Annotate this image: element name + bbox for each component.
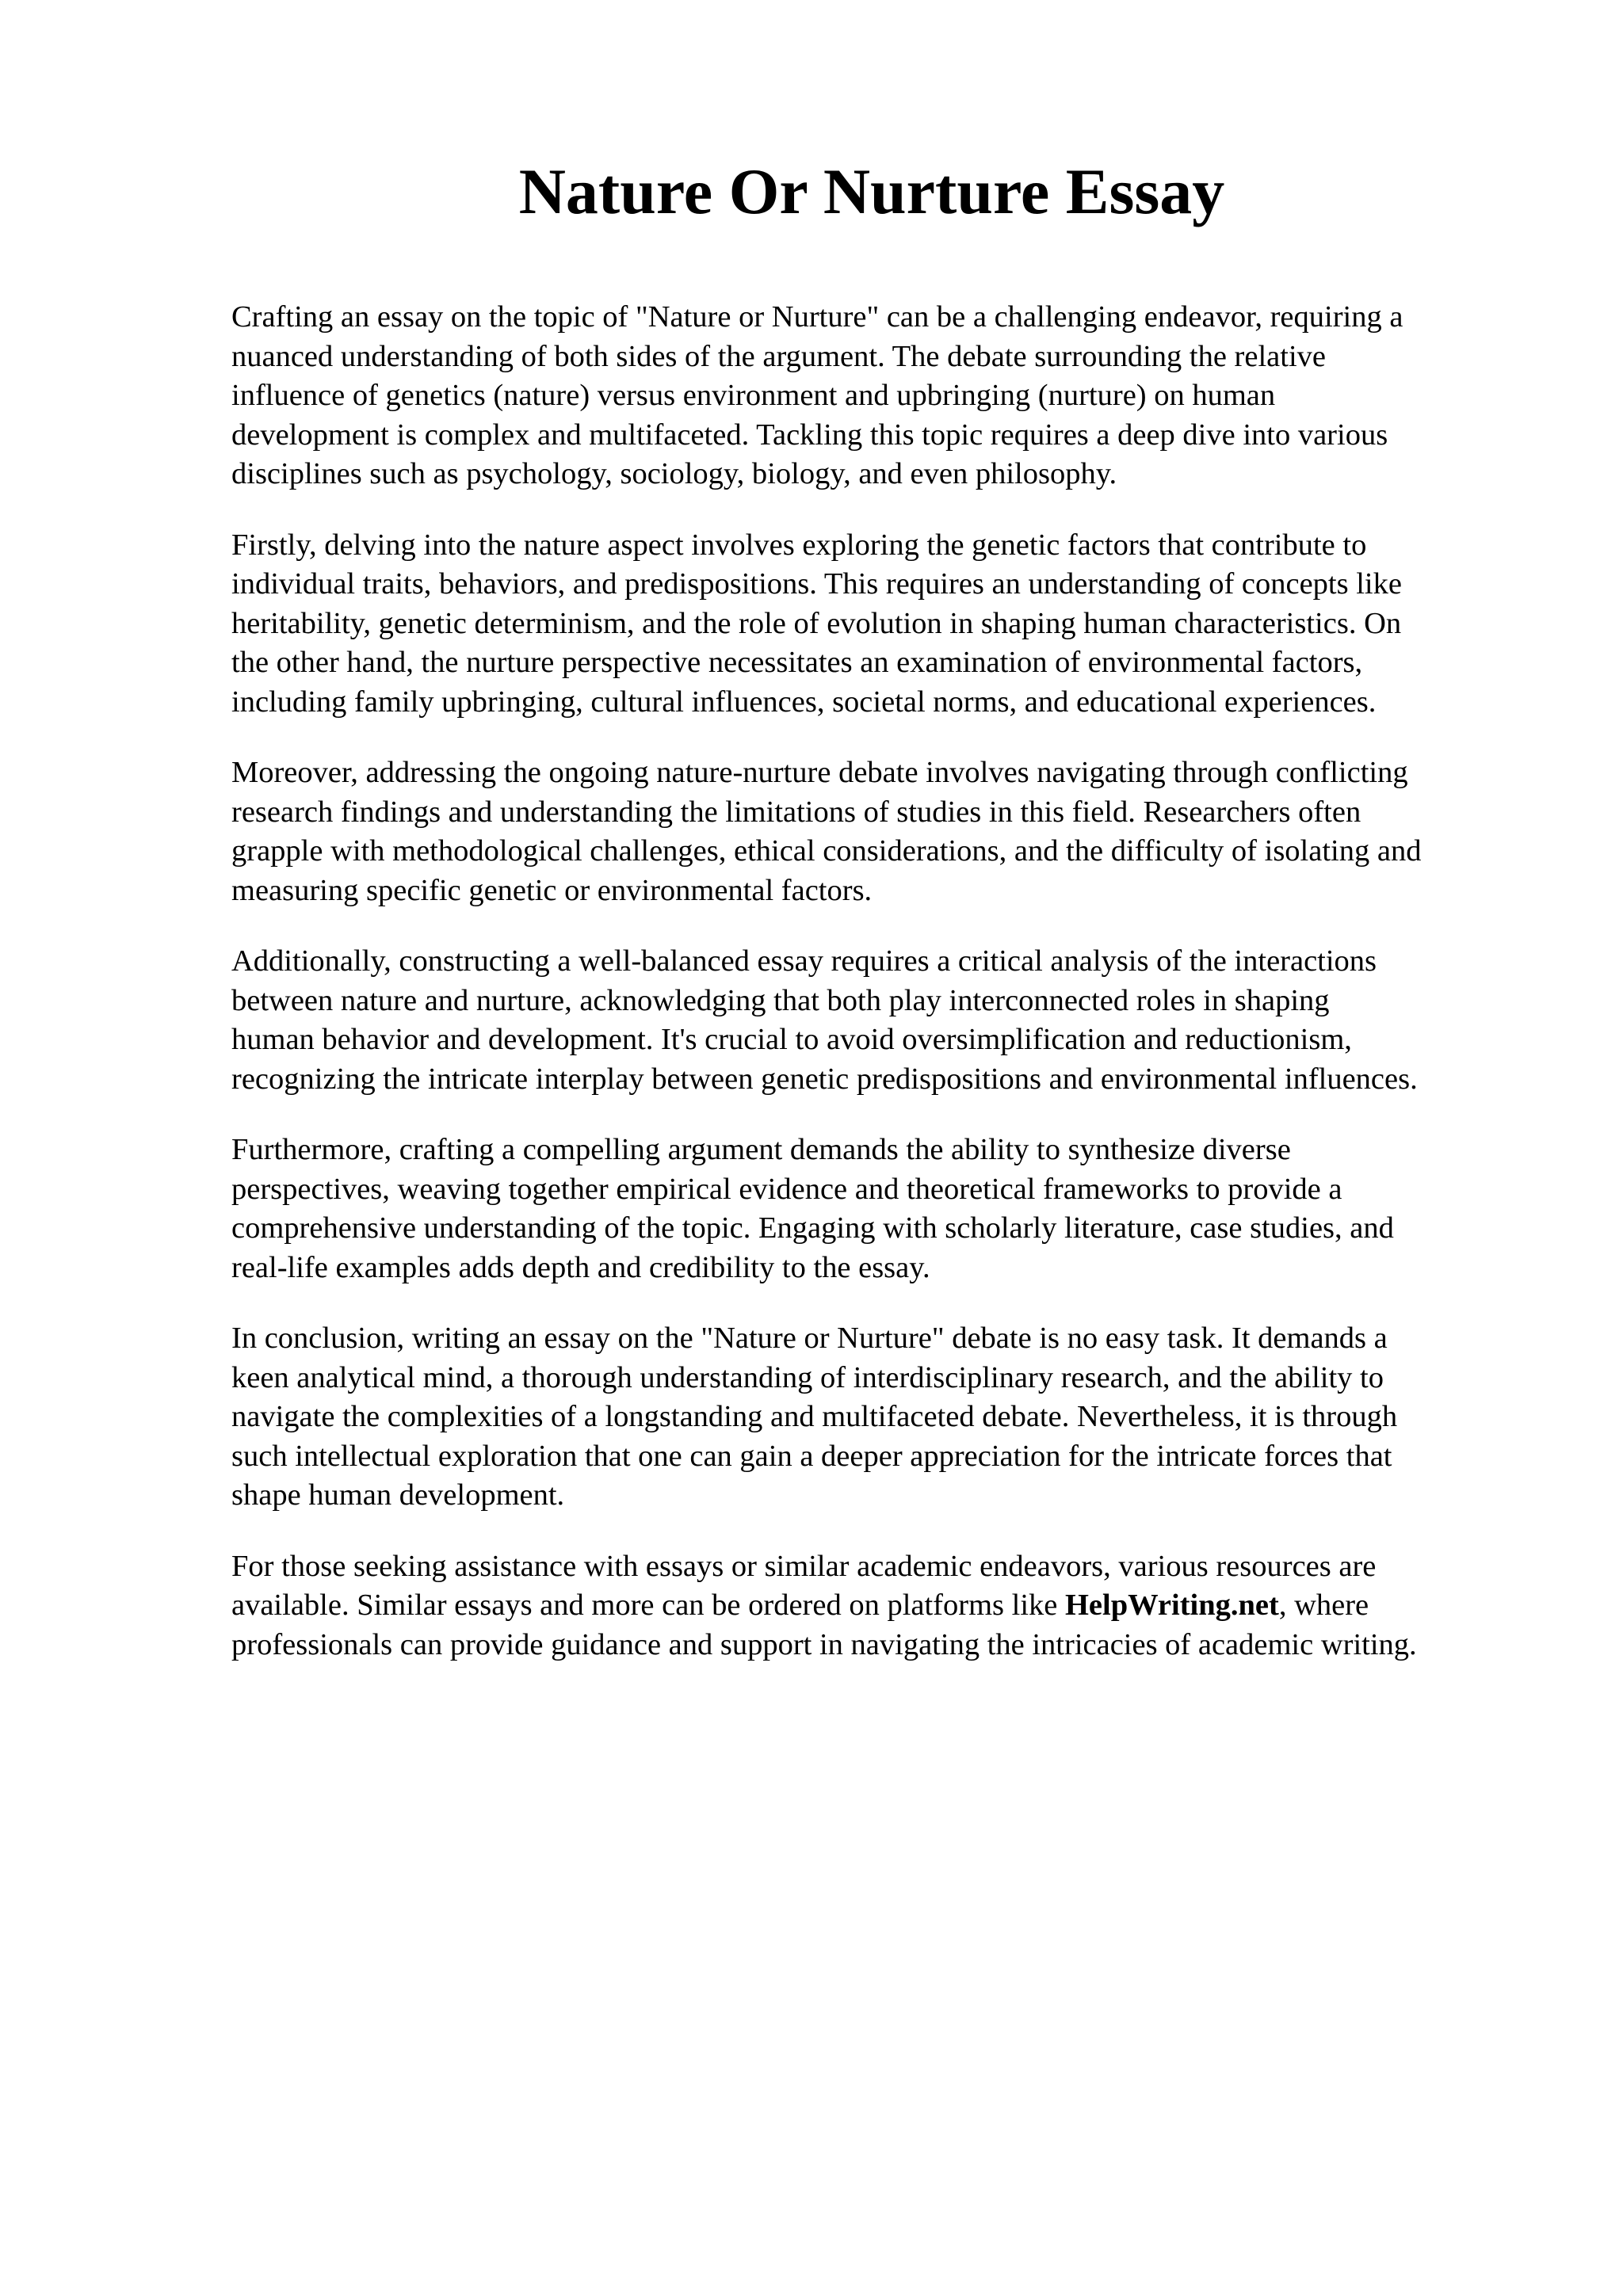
text-line: including family upbringing, cultural influences, societal norms, and educational experiences. bbox=[231, 685, 1377, 719]
text-line: development is complex and multifaceted. Tackling this topic requires a deep dive into various bbox=[231, 418, 1388, 452]
text-line: keen analytical mind, a thorough understanding of interdisciplinary research, and the ability to bbox=[231, 1360, 1384, 1394]
text-line: Additionally, constructing a well-balanced essay requires a critical analysis of the interactions bbox=[231, 944, 1377, 978]
paragraph-4 bbox=[231, 942, 1547, 1099]
text-line bbox=[231, 1586, 1547, 1626]
text-line: comprehensive understanding of the topic. Engaging with scholarly literature, case studies, and bbox=[231, 1211, 1394, 1245]
text-line: real-life examples adds depth and credibility to the essay. bbox=[231, 1250, 930, 1284]
paragraph-6 bbox=[231, 1319, 1547, 1516]
text-line: professionals can provide guidance and support in navigating the intricacies of academic writing. bbox=[231, 1627, 1417, 1661]
text-line: In conclusion, writing an essay on the "Nature or Nurture" debate is no easy task. It demands a bbox=[231, 1322, 1388, 1355]
text-line: disciplines such as psychology, sociology, biology, and even philosophy. bbox=[231, 457, 1117, 490]
text-line: research findings and understanding the limitations of studies in this field. Researchers often bbox=[231, 795, 1361, 829]
text-line: shape human development. bbox=[231, 1478, 565, 1512]
text-line: grapple with methodological challenges, ethical considerations, and the difficulty of isolating and bbox=[231, 834, 1422, 868]
paragraph-3 bbox=[231, 753, 1547, 910]
helpwriting-link[interactable]: HelpWriting.net bbox=[1064, 1589, 1279, 1622]
essay-body bbox=[231, 298, 1547, 1696]
text-line: influence of genetics (nature) versus environment and upbringing (nurture) on human bbox=[231, 379, 1276, 412]
text-line: recognizing the intricate interplay between genetic predispositions and environmental influences. bbox=[231, 1062, 1418, 1096]
text-line: Furthermore, crafting a compelling argument demands the ability to synthesize diverse bbox=[231, 1133, 1291, 1166]
text-line: such intellectual exploration that one can gain a deeper appreciation for the intricate forces that bbox=[231, 1439, 1392, 1473]
text-line: Firstly, delving into the nature aspect involves exploring the genetic factors that contribute to bbox=[231, 528, 1367, 562]
paragraph-5 bbox=[231, 1131, 1547, 1287]
text-segment: available. Similar essays and more can be ordered on platforms like bbox=[231, 1589, 1065, 1622]
text-line: human behavior and development. It's crucial to avoid oversimplification and reductionism, bbox=[231, 1023, 1352, 1056]
text-line: nuanced understanding of both sides of the argument. The debate surrounding the relative bbox=[231, 339, 1326, 373]
text-line: navigate the complexities of a longstanding and multifaceted debate. Nevertheless, it is through bbox=[231, 1400, 1398, 1433]
text-line: perspectives, weaving together empirical evidence and theoretical frameworks to provide a bbox=[231, 1172, 1342, 1206]
text-line: Crafting an essay on the topic of "Nature or Nurture" can be a challenging endeavor, requiring a bbox=[231, 300, 1403, 334]
text-line: Moreover, addressing the ongoing nature-nurture debate involves navigating through conflicting bbox=[231, 756, 1408, 789]
paragraph-1 bbox=[231, 298, 1547, 494]
text-line: heritability, genetic determinism, and the role of evolution in shaping human characteristics. On bbox=[231, 606, 1402, 640]
text-line: measuring specific genetic or environmental factors. bbox=[231, 873, 873, 907]
page-title: Nature Or Nurture Essay bbox=[518, 155, 1225, 227]
text-line: between nature and nurture, acknowledging that both play interconnected roles in shaping bbox=[231, 983, 1330, 1017]
text-line: individual traits, behaviors, and predispositions. This requires an understanding of concepts like bbox=[231, 567, 1402, 601]
text-segment: , where bbox=[1278, 1589, 1369, 1622]
paragraph-2 bbox=[231, 526, 1547, 723]
paragraph-closing bbox=[231, 1547, 1547, 1665]
text-line: the other hand, the nurture perspective necessitates an examination of environmental factors, bbox=[231, 646, 1363, 679]
text-line: For those seeking assistance with essays or similar academic endeavors, various resources are bbox=[231, 1549, 1377, 1583]
